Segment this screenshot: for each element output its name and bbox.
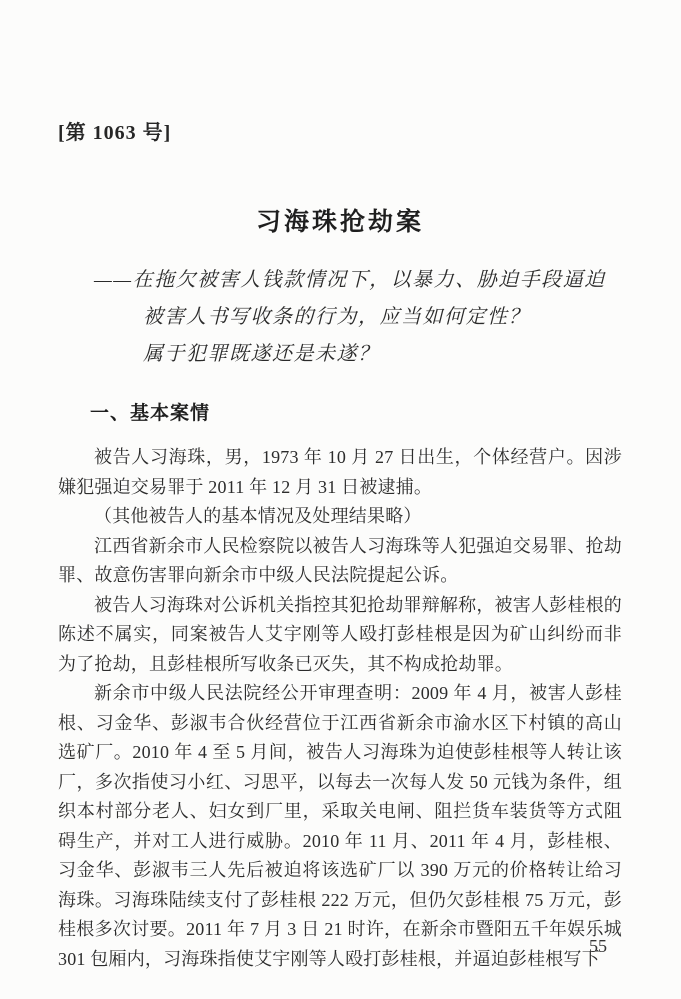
page-number: 55 xyxy=(589,936,607,956)
paragraph-prosecution: 江西省新余市人民检察院以被告人习海珠等人犯强迫交易罪、抢劫罪、故意伤害罪向新余市中级人民法院提起公诉。 xyxy=(58,535,622,585)
paragraph-court-findings: 新余市中级人民法院经公开审理查明：2009 年 4 月，被害人彭桂根、习金华、彭淑韦合伙经营位于江西省新余市渝水区下村镇的高山选矿厂。2010 年 4 至 5 月间，被告人习海珠为迫使彭桂根等人转让该厂，多次指使习小红、习思平，以每去一次每人发 50 元钱为条件，组织本村部分老人、妇女到厂里，采取关电闸、阻拦货车装货等方式阻碍生产，并对工人进行威胁。2010 年 11 月、2011 年 4 月，彭桂根、习金华、彭淑韦三人先后被迫将该选矿厂以 390 万元的价格转让给习海珠。习海珠陆续支付了彭桂根 222 万元，但仍欠彭桂根 75 万元，彭桂根多次讨要。2011 年 7 月 3 日 21 时许，在新余市暨阳五千年娱乐城 301 包厢内，习海珠指使艾宇刚等人殴打彭桂根，并逼迫彭桂根写下 xyxy=(58,683,622,969)
section-heading-basic-facts: 一、基本案情 xyxy=(90,403,211,424)
body-text xyxy=(58,443,622,974)
paragraph-defense-statement: 被告人习海珠对公诉机关指控其犯抢劫罪辩解称，被害人彭桂根的陈述不属实，同案被告人艾宇刚等人殴打彭桂根是因为矿山纠纷而非为了抢劫，且彭桂根所写收条已灭失，其不构成抢劫罪。 xyxy=(58,594,622,674)
subtitle-line-3: 属于犯罪既遂还是未遂？ xyxy=(143,343,380,365)
paragraph-defendant-info: 被告人习海珠，男，1973 年 10 月 27 日出生，个体经营户。因涉嫌犯强迫交易罪于 2011 年 12 月 31 日被逮捕。 xyxy=(58,447,622,497)
subtitle-line-1: ——在拖欠被害人钱款情况下，以暴力、胁迫手段逼迫 xyxy=(94,269,606,291)
case-subtitle xyxy=(94,262,622,373)
case-title: 习海珠抢劫案 xyxy=(255,209,424,236)
subtitle-line-2: 被害人书写收条的行为，应当如何定性？ xyxy=(143,306,530,328)
paragraph-other-defendants-note: （其他被告人的基本情况及处理结果略） xyxy=(94,506,422,526)
case-number-label: [第 1063 号] xyxy=(58,122,172,144)
